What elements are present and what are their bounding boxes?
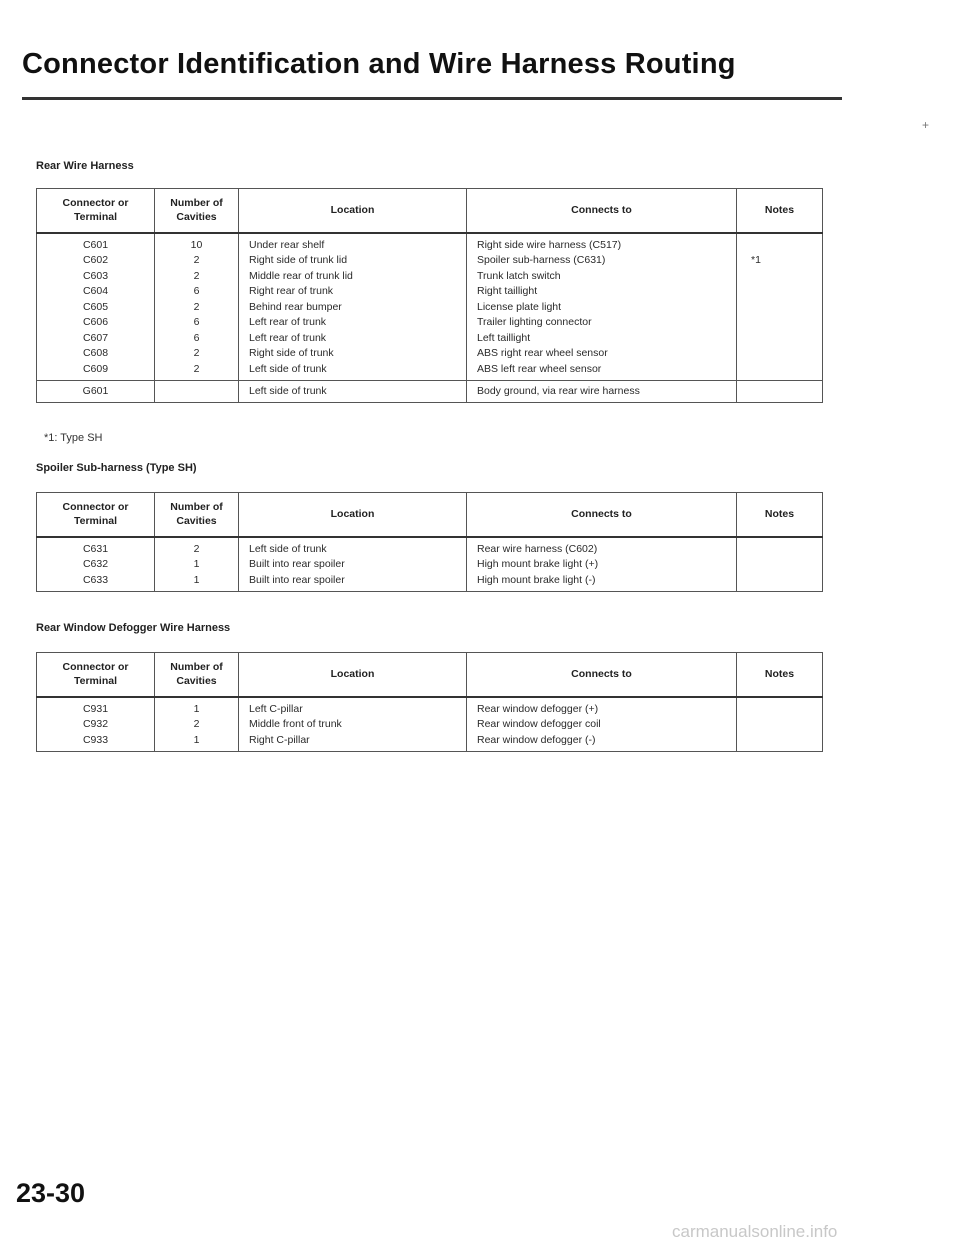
ground-connector: G601	[82, 384, 109, 397]
rear-connector-cell: C609	[82, 362, 109, 375]
rear-connects-column	[467, 233, 737, 381]
spoiler-location-cell: Built into rear spoiler	[249, 558, 345, 570]
ground-notes	[737, 384, 822, 400]
rear-connector-cell: C604	[82, 285, 109, 297]
page-title: Connector Identification and Wire Harness Routing	[22, 48, 736, 80]
spoiler-harness-body	[37, 537, 823, 592]
header-connects-to: Connects to	[467, 653, 737, 697]
rear-connects-cell: ABS left rear wheel sensor	[477, 362, 602, 375]
rear-cavities-cell: 6	[193, 331, 200, 344]
title-rule	[22, 97, 842, 100]
header-connector: Connector or Terminal	[37, 653, 155, 697]
rear-cavities-cell: 2	[193, 300, 200, 313]
rear-notes-cell	[737, 269, 822, 285]
spoiler-connects-cell: High mount brake light (+)	[477, 558, 599, 570]
spoiler-cavities-cell: 1	[193, 558, 200, 570]
rear-notes-cell	[737, 238, 822, 254]
header-notes: Notes	[737, 189, 823, 233]
rear-notes-column	[737, 233, 823, 381]
rear-cavities-cell: 2	[193, 254, 200, 266]
rear-cavities-cell: 2	[193, 362, 200, 375]
spoiler-connects-column	[467, 537, 737, 592]
header-location: Location	[239, 653, 467, 697]
rear-location-cell: Left rear of trunk	[249, 316, 327, 328]
rear-location-cell: Right rear of trunk	[249, 285, 334, 297]
side-mark: +	[922, 118, 930, 132]
spoiler-cavities-column	[155, 537, 239, 592]
spoiler-notes-column	[737, 537, 823, 592]
rear-connects-cell: Right side wire harness (C517)	[477, 238, 622, 251]
defogger-cavities-cell: 1	[193, 733, 200, 746]
rear-notes-cell	[737, 315, 822, 331]
defogger-notes-cell	[737, 733, 822, 749]
defogger-cavities-cell: 1	[193, 702, 200, 715]
rear-connector-cell: C601	[82, 238, 109, 251]
ground-location: Left side of trunk	[249, 384, 327, 397]
defogger-cavities-cell: 2	[193, 718, 200, 730]
spoiler-cavities-cell: 1	[193, 573, 200, 586]
defogger-notes-cell	[737, 717, 822, 733]
header-cavities: Number of Cavities	[155, 653, 239, 697]
rear-connector-column	[37, 233, 155, 381]
rear-connects-cell: Trunk latch switch	[477, 269, 561, 282]
rear-connects-cell: Right taillight	[477, 285, 538, 297]
header-connector: Connector or Terminal	[37, 189, 155, 233]
watermark: carmanualsonline.info	[672, 1222, 838, 1241]
header-cavities: Number of Cavities	[155, 189, 239, 233]
spoiler-connector-cell: C632	[82, 558, 109, 570]
ground-cavities	[155, 384, 238, 400]
spoiler-location-cell: Left side of trunk	[249, 542, 327, 555]
defogger-location-cell: Right C-pillar	[249, 733, 310, 746]
spoiler-harness-title: Spoiler Sub-harness (Type SH)	[36, 462, 197, 474]
spoiler-connector-column	[37, 537, 155, 592]
defogger-connects-cell: Rear window defogger (+)	[477, 702, 599, 715]
header-location: Location	[239, 493, 467, 537]
rear-cavities-cell: 2	[193, 347, 200, 359]
defogger-location-cell: Left C-pillar	[249, 702, 303, 715]
rear-connects-cell: License plate light	[477, 300, 562, 313]
rear-cavities-cell: 6	[193, 285, 200, 297]
defogger-connects-cell: Rear window defogger coil	[477, 718, 601, 730]
rear-location-cell: Under rear shelf	[249, 238, 325, 251]
rear-connector-cell: C608	[82, 347, 109, 359]
defogger-connector-column	[37, 697, 155, 752]
header-location: Location	[239, 189, 467, 233]
spoiler-cavities-cell: 2	[193, 542, 200, 555]
header-connects-to: Connects to	[467, 189, 737, 233]
defogger-connector-cell: C931	[82, 702, 109, 715]
header-notes: Notes	[737, 493, 823, 537]
spoiler-notes-cell	[737, 542, 822, 558]
spoiler-connects-cell: Rear wire harness (C602)	[477, 542, 598, 555]
rear-connector-cell: C602	[82, 254, 109, 266]
defogger-connects-cell: Rear window defogger (-)	[477, 733, 596, 746]
spoiler-location-column	[239, 537, 467, 592]
rear-cavities-cell: 2	[193, 269, 200, 282]
defogger-harness-table	[36, 652, 823, 752]
rear-connects-cell: Trailer lighting connector	[477, 316, 592, 328]
rear-harness-table	[36, 188, 823, 403]
rear-location-column	[239, 233, 467, 381]
rear-location-cell: Left side of trunk	[249, 362, 327, 375]
spoiler-connector-cell: C633	[82, 573, 109, 586]
rear-location-cell: Right side of trunk	[249, 347, 334, 359]
ground-row	[37, 381, 823, 403]
rear-notes-cell	[737, 300, 822, 316]
rear-cavities-cell: 10	[190, 238, 203, 251]
rear-notes-cell: *1	[751, 254, 761, 266]
page-number: 23-30	[16, 1178, 86, 1208]
rear-notes-cell	[737, 284, 822, 300]
rear-location-cell: Left rear of trunk	[249, 331, 327, 344]
spoiler-harness-table	[36, 492, 823, 592]
rear-notes-cell	[737, 346, 822, 362]
rear-connector-cell: C603	[82, 269, 109, 282]
rear-connector-cell: C606	[82, 316, 109, 328]
defogger-connector-cell: C933	[82, 733, 109, 746]
spoiler-connects-cell: High mount brake light (-)	[477, 573, 596, 586]
rear-notes-cell	[737, 362, 822, 378]
rear-harness-title: Rear Wire Harness	[36, 160, 134, 172]
defogger-cavities-column	[155, 697, 239, 752]
rear-location-cell: Right side of trunk lid	[249, 254, 348, 266]
header-connector: Connector or Terminal	[37, 493, 155, 537]
defogger-notes-cell	[737, 702, 822, 718]
rear-notes-cell	[737, 331, 822, 347]
footnote-type-sh: *1: Type SH	[44, 432, 103, 444]
rear-connects-cell: ABS right rear wheel sensor	[477, 347, 608, 359]
rear-connector-cell: C605	[82, 300, 109, 313]
spoiler-location-cell: Built into rear spoiler	[249, 573, 345, 586]
ground-connects-to: Body ground, via rear wire harness	[477, 384, 640, 397]
header-connects-to: Connects to	[467, 493, 737, 537]
rear-location-cell: Middle rear of trunk lid	[249, 269, 353, 282]
spoiler-connector-cell: C631	[82, 542, 109, 555]
defogger-harness-body	[37, 697, 823, 752]
header-cavities: Number of Cavities	[155, 493, 239, 537]
rear-harness-body	[37, 233, 823, 381]
defogger-harness-title: Rear Window Defogger Wire Harness	[36, 622, 231, 634]
rear-cavities-cell: 6	[193, 316, 200, 328]
spoiler-notes-cell	[737, 557, 822, 573]
rear-connects-cell: Left taillight	[477, 331, 531, 344]
defogger-connector-cell: C932	[82, 718, 109, 730]
rear-connects-cell: Spoiler sub-harness (C631)	[477, 254, 606, 266]
defogger-location-cell: Middle front of trunk	[249, 718, 342, 730]
defogger-location-column	[239, 697, 467, 752]
rear-cavities-column	[155, 233, 239, 381]
rear-location-cell: Behind rear bumper	[249, 300, 342, 313]
defogger-connects-column	[467, 697, 737, 752]
spoiler-notes-cell	[737, 573, 822, 589]
header-notes: Notes	[737, 653, 823, 697]
defogger-notes-column	[737, 697, 823, 752]
rear-connector-cell: C607	[82, 331, 109, 344]
